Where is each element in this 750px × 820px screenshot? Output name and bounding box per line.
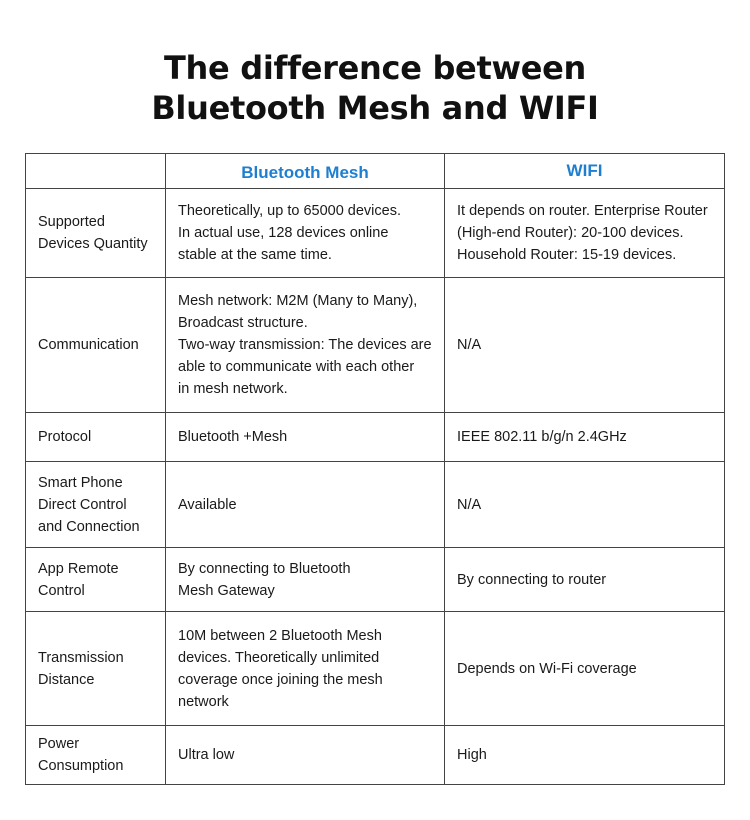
table-row [26,726,725,785]
feature-line: Power [38,736,80,752]
cell-line: coverage once joining the mesh [178,671,383,688]
cell-line: devices. Theoretically unlimited [178,649,380,666]
feature-cell [26,462,166,548]
table-row [26,189,725,278]
cell-line: In actual use, 128 devices online [178,225,389,241]
cell-line: network [178,693,229,710]
cell-line: Ultra low [178,747,235,763]
feature-line: Direct Control [38,496,127,513]
page-title [0,48,750,128]
bluetooth-cell [166,189,445,278]
feature-line: Communication [38,337,139,353]
cell-line: stable at the same time. [178,247,332,263]
wifi-cell [445,189,725,278]
cell-line: Mesh Gateway [178,582,275,599]
wifi-cell [445,548,725,612]
feature-line: App Remote [38,560,119,577]
feature-line: Control [38,582,85,599]
cell-line: Available [178,496,237,513]
bluetooth-cell [166,726,445,785]
cell-line: High [457,747,487,763]
cell-line: Mesh network: M2M (Many to Many), [178,293,418,309]
feature-cell [26,548,166,612]
table-row [26,612,725,726]
title-line-1: The difference between [163,49,586,87]
cell-line: Household Router: 15-19 devices. [457,247,677,263]
comparison-table [25,153,725,785]
table-row [26,462,725,548]
feature-line: Transmission [38,649,124,666]
feature-cell [26,726,166,785]
header-cell-bluetooth-mesh: Bluetooth Mesh [166,154,445,189]
feature-line: and Connection [38,518,140,535]
wifi-cell [445,726,725,785]
cell-line: Two-way transmission: The devices are [178,337,432,353]
wifi-cell [445,278,725,413]
table-row [26,548,725,612]
feature-line: Devices Quantity [38,236,148,252]
cell-line: Depends on Wi-Fi coverage [457,660,637,677]
cell-line: By connecting to Bluetooth [178,560,351,577]
feature-line: Protocol [38,429,92,445]
cell-line: IEEE 802.11 b/g/n 2.4GHz [457,429,627,445]
header-cell-wifi: WIFI [445,154,725,189]
bluetooth-cell [166,278,445,413]
feature-line: Consumption [38,758,124,774]
feature-cell [26,413,166,462]
bluetooth-cell [166,548,445,612]
bluetooth-cell [166,612,445,726]
cell-line: Broadcast structure. [178,315,308,331]
feature-cell [26,278,166,413]
feature-cell [26,189,166,278]
cell-line: It depends on router. Enterprise Router [457,203,708,219]
cell-line: Theoretically, up to 65000 devices. [178,203,402,219]
wifi-cell [445,612,725,726]
cell-line: Bluetooth +Mesh [178,429,288,445]
table-header-row [26,154,725,189]
cell-line: By connecting to router [457,571,607,588]
cell-line: (High-end Router): 20-100 devices. [457,225,684,241]
bluetooth-cell [166,413,445,462]
wifi-cell [445,413,725,462]
table-row [26,413,725,462]
feature-line: Smart Phone [38,474,123,491]
header-cell-feature [26,154,166,189]
cell-line: N/A [457,337,482,353]
cell-line: able to communicate with each other [178,359,415,375]
cell-line: 10M between 2 Bluetooth Mesh [178,627,382,644]
title-line-2: Bluetooth Mesh and WIFI [151,89,599,127]
feature-line: Distance [38,671,95,688]
cell-line: N/A [457,496,482,513]
feature-cell [26,612,166,726]
wifi-cell [445,462,725,548]
bluetooth-cell [166,462,445,548]
table-row [26,278,725,413]
cell-line: in mesh network. [178,381,288,397]
feature-line: Supported [38,214,105,230]
